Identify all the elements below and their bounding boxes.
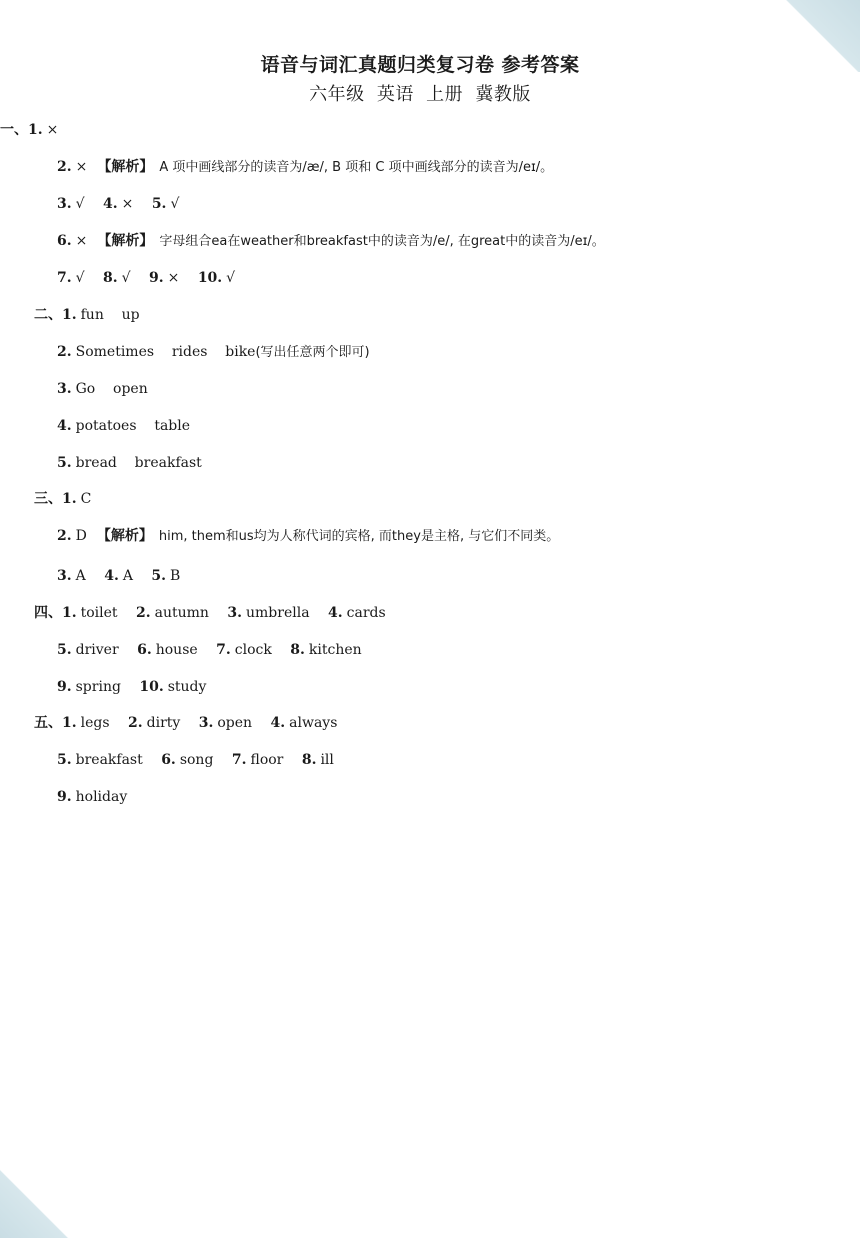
- question-number: 2.: [57, 159, 72, 175]
- answer-line: [57, 567, 180, 585]
- answer-text: fun up: [80, 307, 140, 323]
- question-number: 9.: [57, 789, 72, 805]
- question-number: 5.: [151, 196, 167, 212]
- answer-text: breakfast: [75, 752, 143, 768]
- answer-text: D: [75, 528, 87, 544]
- section-label: 五、: [34, 715, 62, 731]
- answer-text: house: [155, 642, 198, 658]
- question-number: 7.: [231, 752, 247, 768]
- section-label: 四、: [34, 605, 62, 621]
- question-number: 7.: [216, 642, 231, 658]
- answer-text: bread breakfast: [75, 455, 202, 471]
- answer-text: clock: [234, 642, 272, 658]
- answer-text: always: [289, 715, 338, 731]
- answer-text: umbrella: [246, 605, 310, 621]
- answer-text: ×: [46, 122, 59, 138]
- question-number: 2.: [57, 344, 72, 360]
- answer-text: kitchen: [308, 642, 362, 658]
- question-number: 1.: [62, 715, 77, 731]
- answer-text: √: [170, 196, 180, 212]
- answer-text: √: [75, 270, 85, 286]
- answer-line: [57, 195, 179, 213]
- section-label: 一、: [0, 122, 28, 138]
- answer-text: C: [80, 491, 92, 507]
- question-number: 4.: [270, 715, 286, 731]
- answer-text: B: [170, 568, 181, 584]
- answer-text: toilet: [80, 605, 118, 621]
- question-number: 1.: [62, 605, 77, 621]
- answer-text: autumn: [154, 605, 209, 621]
- question-number: 3.: [57, 568, 72, 584]
- page-title: 语音与词汇真题归类复习卷 参考答案: [260, 54, 580, 76]
- answer-text: Go open: [75, 381, 148, 397]
- question-number: 5.: [57, 642, 72, 658]
- question-number: 2.: [128, 715, 143, 731]
- question-number: 4.: [328, 605, 343, 621]
- analysis-tag: 【解析】: [96, 528, 153, 544]
- question-number: 3.: [198, 715, 214, 731]
- question-number: 4.: [104, 568, 119, 584]
- analysis-text: 字母组合ea在weather和breakfast中的读音为/e/, 在great中的读音为/eɪ/。: [159, 234, 605, 249]
- question-number: 1.: [62, 491, 77, 507]
- question-number: 10.: [197, 270, 223, 286]
- answer-line: [57, 380, 148, 398]
- answer-text: study: [167, 679, 207, 695]
- answer-text: A: [75, 568, 86, 584]
- question-number: 4.: [103, 196, 118, 212]
- question-number: 5.: [151, 568, 167, 584]
- question-number: 6.: [137, 642, 152, 658]
- question-number: 1.: [28, 122, 43, 138]
- question-number: 8.: [103, 270, 118, 286]
- question-number: 6.: [161, 752, 176, 768]
- question-number: 4.: [57, 418, 72, 434]
- page-subtitle: 六年级 英语 上册 冀教版: [309, 84, 531, 105]
- answer-text: legs: [80, 715, 110, 731]
- answer-text: ill: [320, 752, 334, 768]
- answer-line: [57, 232, 605, 251]
- answer-line: [57, 343, 370, 362]
- analysis-tag: 【解析】: [97, 233, 154, 249]
- answer-text: dirty: [146, 715, 181, 731]
- answer-text: √: [226, 270, 236, 286]
- answer-text: √: [75, 196, 85, 212]
- question-number: 8.: [290, 642, 305, 658]
- answer-line: [57, 527, 559, 546]
- answer-note: (写出任意两个即可): [255, 345, 370, 360]
- answer-line: [57, 751, 334, 769]
- answer-text: ×: [75, 233, 88, 249]
- analysis-text: A 项中画线部分的读音为/æ/, B 项和 C 项中画线部分的读音为/eɪ/。: [159, 160, 554, 175]
- answer-text: cards: [346, 605, 386, 621]
- answer-text: floor: [250, 752, 284, 768]
- question-number: 5.: [57, 455, 72, 471]
- answer-text: potatoes table: [75, 418, 191, 434]
- analysis-text: him, them和us均为人称代词的宾格, 而they是主格, 与它们不同类。: [158, 529, 560, 544]
- question-number: 9.: [149, 270, 164, 286]
- answer-text: holiday: [75, 789, 128, 805]
- answer-line: [57, 641, 362, 659]
- question-number: 2.: [136, 605, 151, 621]
- question-number: 3.: [57, 196, 72, 212]
- question-number: 3.: [57, 381, 72, 397]
- question-number: 9.: [57, 679, 72, 695]
- answer-line: [34, 490, 91, 508]
- answer-line: [57, 417, 190, 435]
- question-number: 3.: [227, 605, 243, 621]
- question-number: 6.: [57, 233, 72, 249]
- question-number: 7.: [57, 270, 72, 286]
- answer-line: [57, 269, 235, 287]
- answer-line: [57, 454, 202, 472]
- section-label: 三、: [34, 491, 62, 507]
- answer-text: Sometimes rides bike: [75, 344, 256, 360]
- answer-text: A: [122, 568, 133, 584]
- answer-text: spring: [75, 679, 121, 695]
- question-number: 10.: [139, 679, 164, 695]
- answer-line: [34, 714, 337, 732]
- answer-text: √: [121, 270, 131, 286]
- answer-line: [34, 306, 140, 324]
- answer-line: [57, 158, 553, 177]
- answer-text: driver: [75, 642, 119, 658]
- answer-line: [57, 678, 206, 696]
- answer-line: [57, 788, 127, 806]
- section-label: 二、: [34, 307, 62, 323]
- answer-text: open: [217, 715, 253, 731]
- answer-text: ×: [121, 196, 134, 212]
- answer-line: [0, 121, 58, 139]
- question-number: 2.: [57, 528, 72, 544]
- answer-text: song: [179, 752, 214, 768]
- corner-decoration-bottom-left: [0, 1168, 70, 1238]
- analysis-tag: 【解析】: [97, 159, 154, 175]
- answer-text: ×: [167, 270, 180, 286]
- question-number: 1.: [62, 307, 77, 323]
- question-number: 5.: [57, 752, 72, 768]
- answer-text: ×: [75, 159, 88, 175]
- question-number: 8.: [301, 752, 317, 768]
- answer-line: [34, 604, 386, 622]
